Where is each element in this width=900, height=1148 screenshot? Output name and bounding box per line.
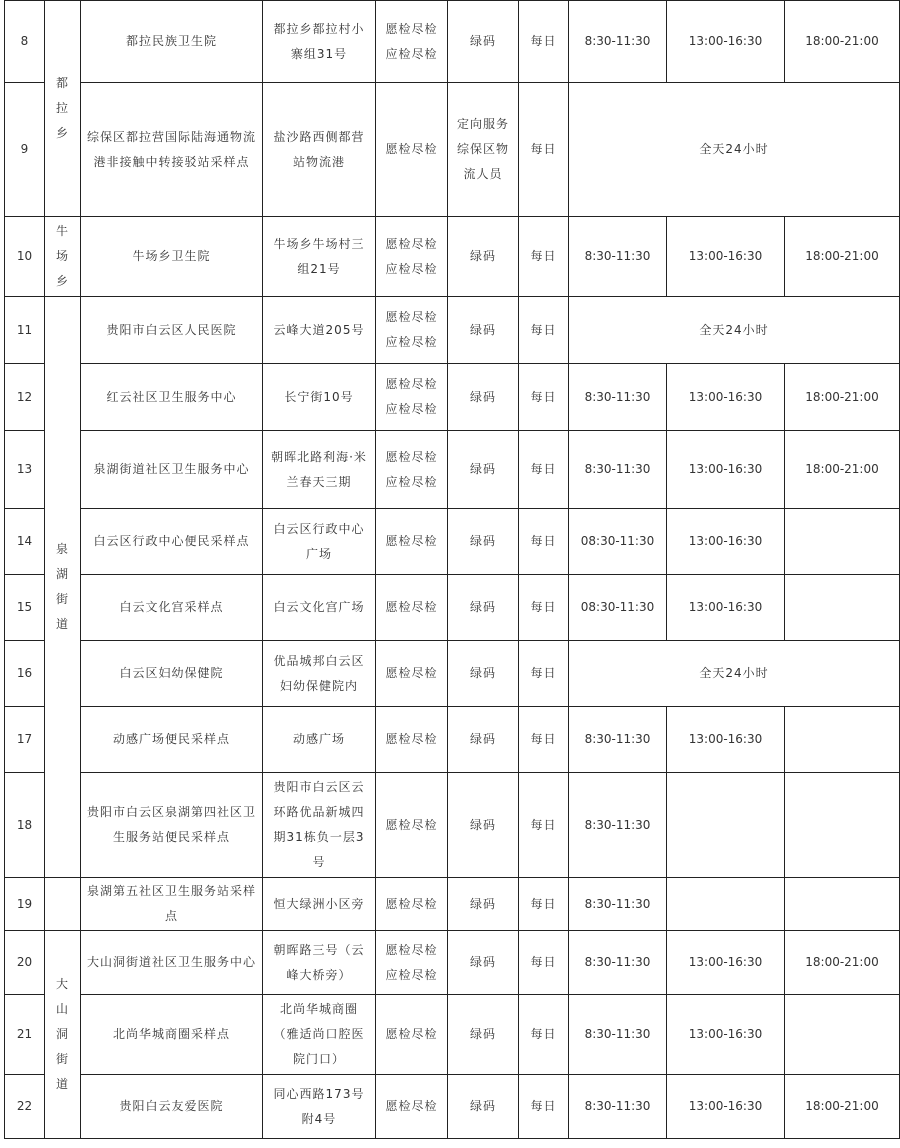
time-afternoon: 13:00-16:30 <box>667 931 785 995</box>
site-address: 白云区行政中心广场 <box>263 509 376 575</box>
time-evening <box>785 509 900 575</box>
row-number: 12 <box>5 364 45 431</box>
site-address: 都拉乡都拉村小寨组31号 <box>263 1 376 83</box>
frequency: 每日 <box>519 707 569 773</box>
row-number: 9 <box>5 83 45 217</box>
site-address: 动感广场 <box>263 707 376 773</box>
site-name: 白云区行政中心便民采样点 <box>81 509 263 575</box>
area-label: 大山洞街道 <box>55 977 69 1091</box>
frequency: 每日 <box>519 1 569 83</box>
time-evening: 18:00-21:00 <box>785 217 900 297</box>
frequency: 每日 <box>519 297 569 364</box>
table-row <box>5 509 900 575</box>
time-evening <box>785 707 900 773</box>
row-number: 13 <box>5 431 45 509</box>
time-morning: 8:30-11:30 <box>569 707 667 773</box>
condition: 绿码 <box>448 575 519 641</box>
site-name: 贵阳市白云区人民医院 <box>81 297 263 364</box>
all-day-hours: 全天24小时 <box>569 641 900 707</box>
frequency: 每日 <box>519 83 569 217</box>
area-dula <box>45 1 81 217</box>
time-morning: 8:30-11:30 <box>569 1075 667 1139</box>
time-afternoon: 13:00-16:30 <box>667 364 785 431</box>
time-morning: 8:30-11:30 <box>569 931 667 995</box>
time-evening <box>785 773 900 878</box>
site-name: 红云社区卫生服务中心 <box>81 364 263 431</box>
test-scope: 愿检尽检应检尽检 <box>376 364 448 431</box>
condition: 绿码 <box>448 364 519 431</box>
frequency: 每日 <box>519 509 569 575</box>
frequency: 每日 <box>519 995 569 1075</box>
site-address: 云峰大道205号 <box>263 297 376 364</box>
frequency: 每日 <box>519 641 569 707</box>
site-name: 泉湖街道社区卫生服务中心 <box>81 431 263 509</box>
time-afternoon: 13:00-16:30 <box>667 1075 785 1139</box>
condition: 绿码 <box>448 878 519 931</box>
table-row <box>5 1 900 83</box>
condition: 绿码 <box>448 931 519 995</box>
row-number: 19 <box>5 878 45 931</box>
condition: 绿码 <box>448 641 519 707</box>
frequency: 每日 <box>519 364 569 431</box>
time-afternoon: 13:00-16:30 <box>667 1 785 83</box>
row-number: 10 <box>5 217 45 297</box>
site-name: 白云文化宫采样点 <box>81 575 263 641</box>
test-scope: 愿检尽检 <box>376 773 448 878</box>
frequency: 每日 <box>519 431 569 509</box>
table-row <box>5 931 900 995</box>
time-morning: 8:30-11:30 <box>569 431 667 509</box>
row-number: 18 <box>5 773 45 878</box>
area-quanhu <box>45 297 81 878</box>
table-row <box>5 575 900 641</box>
table-row <box>5 773 900 878</box>
table-row <box>5 878 900 931</box>
row-number: 15 <box>5 575 45 641</box>
site-name: 白云区妇幼保健院 <box>81 641 263 707</box>
frequency: 每日 <box>519 931 569 995</box>
time-evening <box>785 995 900 1075</box>
row-number: 16 <box>5 641 45 707</box>
site-address: 优品城邦白云区妇幼保健院内 <box>263 641 376 707</box>
frequency: 每日 <box>519 878 569 931</box>
sampling-sites-table <box>4 0 900 1139</box>
test-scope: 愿检尽检 <box>376 83 448 217</box>
time-morning: 08:30-11:30 <box>569 509 667 575</box>
row-number: 14 <box>5 509 45 575</box>
time-afternoon: 13:00-16:30 <box>667 575 785 641</box>
site-name: 贵阳白云友爱医院 <box>81 1075 263 1139</box>
time-afternoon: 13:00-16:30 <box>667 707 785 773</box>
all-day-hours: 全天24小时 <box>569 83 900 217</box>
all-day-hours: 全天24小时 <box>569 297 900 364</box>
test-scope: 愿检尽检 <box>376 878 448 931</box>
site-address: 牛场乡牛场村三组21号 <box>263 217 376 297</box>
area-niuchang <box>45 217 81 297</box>
site-address: 朝晖北路利海·米兰春天三期 <box>263 431 376 509</box>
condition: 绿码 <box>448 509 519 575</box>
time-afternoon: 13:00-16:30 <box>667 995 785 1075</box>
time-morning: 8:30-11:30 <box>569 1 667 83</box>
table-row <box>5 431 900 509</box>
area-label: 泉湖街道 <box>55 542 69 631</box>
area-label: 都拉乡 <box>55 76 69 140</box>
frequency: 每日 <box>519 1075 569 1139</box>
time-morning: 8:30-11:30 <box>569 995 667 1075</box>
condition: 绿码 <box>448 1 519 83</box>
test-scope: 愿检尽检应检尽检 <box>376 217 448 297</box>
site-address: 白云文化宫广场 <box>263 575 376 641</box>
site-name: 泉湖第五社区卫生服务站采样点 <box>81 878 263 931</box>
condition: 定向服务综保区物流人员 <box>448 83 519 217</box>
test-scope: 愿检尽检应检尽检 <box>376 297 448 364</box>
table-row <box>5 83 900 217</box>
site-name: 大山洞街道社区卫生服务中心 <box>81 931 263 995</box>
test-scope: 愿检尽检 <box>376 641 448 707</box>
row-number: 20 <box>5 931 45 995</box>
condition: 绿码 <box>448 297 519 364</box>
site-name: 综保区都拉营国际陆海通物流港非接触中转接驳站采样点 <box>81 83 263 217</box>
frequency: 每日 <box>519 575 569 641</box>
site-address: 同心西路173号附4号 <box>263 1075 376 1139</box>
row-number: 17 <box>5 707 45 773</box>
time-afternoon: 13:00-16:30 <box>667 431 785 509</box>
time-evening <box>785 575 900 641</box>
time-afternoon <box>667 773 785 878</box>
table-row <box>5 707 900 773</box>
area-blank <box>45 878 81 931</box>
time-afternoon: 13:00-16:30 <box>667 509 785 575</box>
row-number: 11 <box>5 297 45 364</box>
site-address: 恒大绿洲小区旁 <box>263 878 376 931</box>
row-number: 21 <box>5 995 45 1075</box>
row-number: 8 <box>5 1 45 83</box>
time-morning: 8:30-11:30 <box>569 364 667 431</box>
site-address: 长宁街10号 <box>263 364 376 431</box>
site-name: 牛场乡卫生院 <box>81 217 263 297</box>
time-evening: 18:00-21:00 <box>785 431 900 509</box>
test-scope: 愿检尽检应检尽检 <box>376 931 448 995</box>
condition: 绿码 <box>448 707 519 773</box>
time-afternoon: 13:00-16:30 <box>667 217 785 297</box>
frequency: 每日 <box>519 773 569 878</box>
condition: 绿码 <box>448 217 519 297</box>
site-name: 北尚华城商圈采样点 <box>81 995 263 1075</box>
condition: 绿码 <box>448 431 519 509</box>
time-evening: 18:00-21:00 <box>785 931 900 995</box>
site-address: 贵阳市白云区云环路优品新城四期31栋负一层3号 <box>263 773 376 878</box>
table-row <box>5 641 900 707</box>
area-dashandong <box>45 931 81 1139</box>
condition: 绿码 <box>448 773 519 878</box>
site-address: 盐沙路西侧都营站物流港 <box>263 83 376 217</box>
site-address: 朝晖路三号（云峰大桥旁） <box>263 931 376 995</box>
time-evening: 18:00-21:00 <box>785 1075 900 1139</box>
test-scope: 愿检尽检 <box>376 575 448 641</box>
time-evening: 18:00-21:00 <box>785 364 900 431</box>
frequency: 每日 <box>519 217 569 297</box>
site-name: 动感广场便民采样点 <box>81 707 263 773</box>
test-scope: 愿检尽检 <box>376 995 448 1075</box>
time-morning: 8:30-11:30 <box>569 878 667 931</box>
time-afternoon <box>667 878 785 931</box>
test-scope: 愿检尽检 <box>376 707 448 773</box>
site-address: 北尚华城商圈（雅适尚口腔医院门口） <box>263 995 376 1075</box>
condition: 绿码 <box>448 995 519 1075</box>
row-number: 22 <box>5 1075 45 1139</box>
test-scope: 愿检尽检 <box>376 509 448 575</box>
time-evening: 18:00-21:00 <box>785 1 900 83</box>
table-row <box>5 217 900 297</box>
site-name: 贵阳市白云区泉湖第四社区卫生服务站便民采样点 <box>81 773 263 878</box>
time-evening <box>785 878 900 931</box>
site-name: 都拉民族卫生院 <box>81 1 263 83</box>
table-row <box>5 995 900 1075</box>
time-morning: 8:30-11:30 <box>569 773 667 878</box>
table-row <box>5 1075 900 1139</box>
test-scope: 愿检尽检应检尽检 <box>376 431 448 509</box>
time-morning: 08:30-11:30 <box>569 575 667 641</box>
time-morning: 8:30-11:30 <box>569 217 667 297</box>
table-row <box>5 297 900 364</box>
test-scope: 愿检尽检 <box>376 1075 448 1139</box>
table-row <box>5 364 900 431</box>
test-scope: 愿检尽检应检尽检 <box>376 1 448 83</box>
condition: 绿码 <box>448 1075 519 1139</box>
area-label: 牛场乡 <box>55 224 69 288</box>
